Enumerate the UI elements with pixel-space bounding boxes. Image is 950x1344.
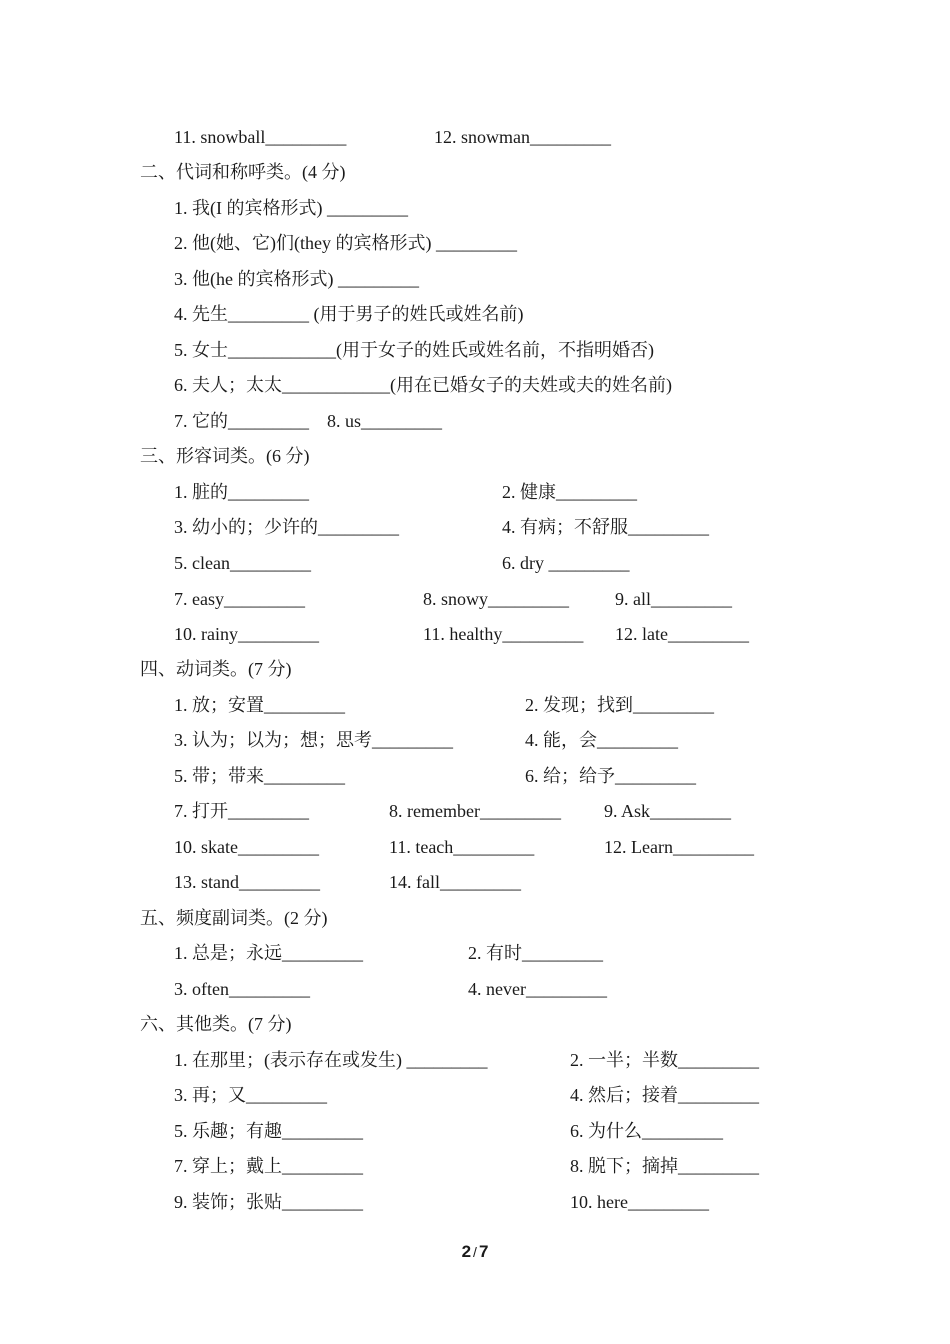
total-pages: 7 <box>478 1242 489 1261</box>
vocab-item: 3. 幼小的；少许的_________ <box>174 517 399 537</box>
vocab-item: 1. 我(I 的宾格形式) _________ <box>174 198 408 218</box>
vocab-item: 9. 装饰；张贴_________ <box>174 1192 363 1212</box>
section-heading-adverbs: 五、频度副词类。(2 分) <box>140 908 328 928</box>
vocab-item: 5. 乐趣；有趣_________ <box>174 1121 363 1141</box>
vocab-item: 5. clean_________ <box>174 553 311 573</box>
vocab-item: 13. stand_________ <box>174 872 320 892</box>
vocab-item: 8. remember_________ <box>389 801 561 821</box>
section-heading-verbs: 四、动词类。(7 分) <box>140 659 292 679</box>
vocab-item: 5. 带；带来_________ <box>174 766 345 786</box>
vocab-item: 2. 发现；找到_________ <box>525 695 714 715</box>
vocab-item: 10. rainy_________ <box>174 624 319 644</box>
vocab-item: 8. snowy_________ <box>423 589 570 609</box>
section-heading-pronouns: 二、代词和称呼类。(4 分) <box>140 162 346 182</box>
vocab-item: 4. 然后；接着_________ <box>570 1085 759 1105</box>
vocab-item: 6. 给；给予_________ <box>525 766 696 786</box>
vocab-item: 1. 放；安置_________ <box>174 695 345 715</box>
vocab-item: 7. easy_________ <box>174 589 305 609</box>
vocab-item: 11. healthy_________ <box>423 624 584 644</box>
vocab-item: 5. 女士____________(用于女子的姓氏或姓名前，不指明婚否) <box>174 340 654 360</box>
vocab-item: 6. dry _________ <box>502 553 630 573</box>
vocab-item: 7. 穿上；戴上_________ <box>174 1156 363 1176</box>
vocab-item: 1. 脏的_________ <box>174 482 309 502</box>
vocab-item: 2. 健康_________ <box>502 482 637 502</box>
vocab-item: 6. 为什么_________ <box>570 1121 723 1141</box>
page-separator: / <box>473 1244 477 1260</box>
vocab-item: 4. 有病；不舒服_________ <box>502 517 709 537</box>
page-number <box>0 1242 950 1262</box>
vocab-item: 2. 他(她、它)们(they 的宾格形式) _________ <box>174 233 517 253</box>
section-heading-adjectives: 三、形容词类。(6 分) <box>140 446 310 466</box>
vocab-item: 3. often_________ <box>174 979 310 999</box>
vocab-item: 7. 打开_________ <box>174 801 309 821</box>
vocab-item: 10. here_________ <box>570 1192 709 1212</box>
vocab-item: 2. 一半；半数_________ <box>570 1050 759 1070</box>
vocab-item: 12. Learn_________ <box>604 837 754 857</box>
vocab-item: 3. 他(he 的宾格形式) _________ <box>174 269 419 289</box>
vocab-item: 4. 能，会_________ <box>525 730 678 750</box>
current-page: 2 <box>461 1242 472 1261</box>
vocab-item: 1. 在那里；(表示存在或发生) _________ <box>174 1050 488 1070</box>
vocab-item: 10. skate_________ <box>174 837 319 857</box>
vocab-item: 2. 有时_________ <box>468 943 603 963</box>
vocab-item: 3. 认为；以为；想；思考_________ <box>174 730 453 750</box>
vocab-item: 6. 夫人；太太____________(用在已婚女子的夫姓或夫的姓名前) <box>174 375 672 395</box>
vocab-item: 11. teach_________ <box>389 837 535 857</box>
vocab-item: 14. fall_________ <box>389 872 521 892</box>
vocab-item: 7. 它的_________ <box>174 411 309 431</box>
vocab-item: 9. all_________ <box>615 589 732 609</box>
vocab-item: 1. 总是；永远_________ <box>174 943 363 963</box>
vocab-item: 12. late_________ <box>615 624 749 644</box>
vocab-item: 8. us_________ <box>327 411 443 431</box>
vocab-item: 11. snowball_________ <box>174 127 347 147</box>
section-heading-others: 六、其他类。(7 分) <box>140 1014 292 1034</box>
vocab-item: 4. never_________ <box>468 979 607 999</box>
vocab-item: 9. Ask_________ <box>604 801 732 821</box>
vocab-item: 3. 再；又_________ <box>174 1085 327 1105</box>
vocab-item: 8. 脱下；摘掉_________ <box>570 1156 759 1176</box>
vocab-item: 12. snowman_________ <box>434 127 611 147</box>
vocab-item: 4. 先生_________ (用于男子的姓氏或姓名前) <box>174 304 524 324</box>
